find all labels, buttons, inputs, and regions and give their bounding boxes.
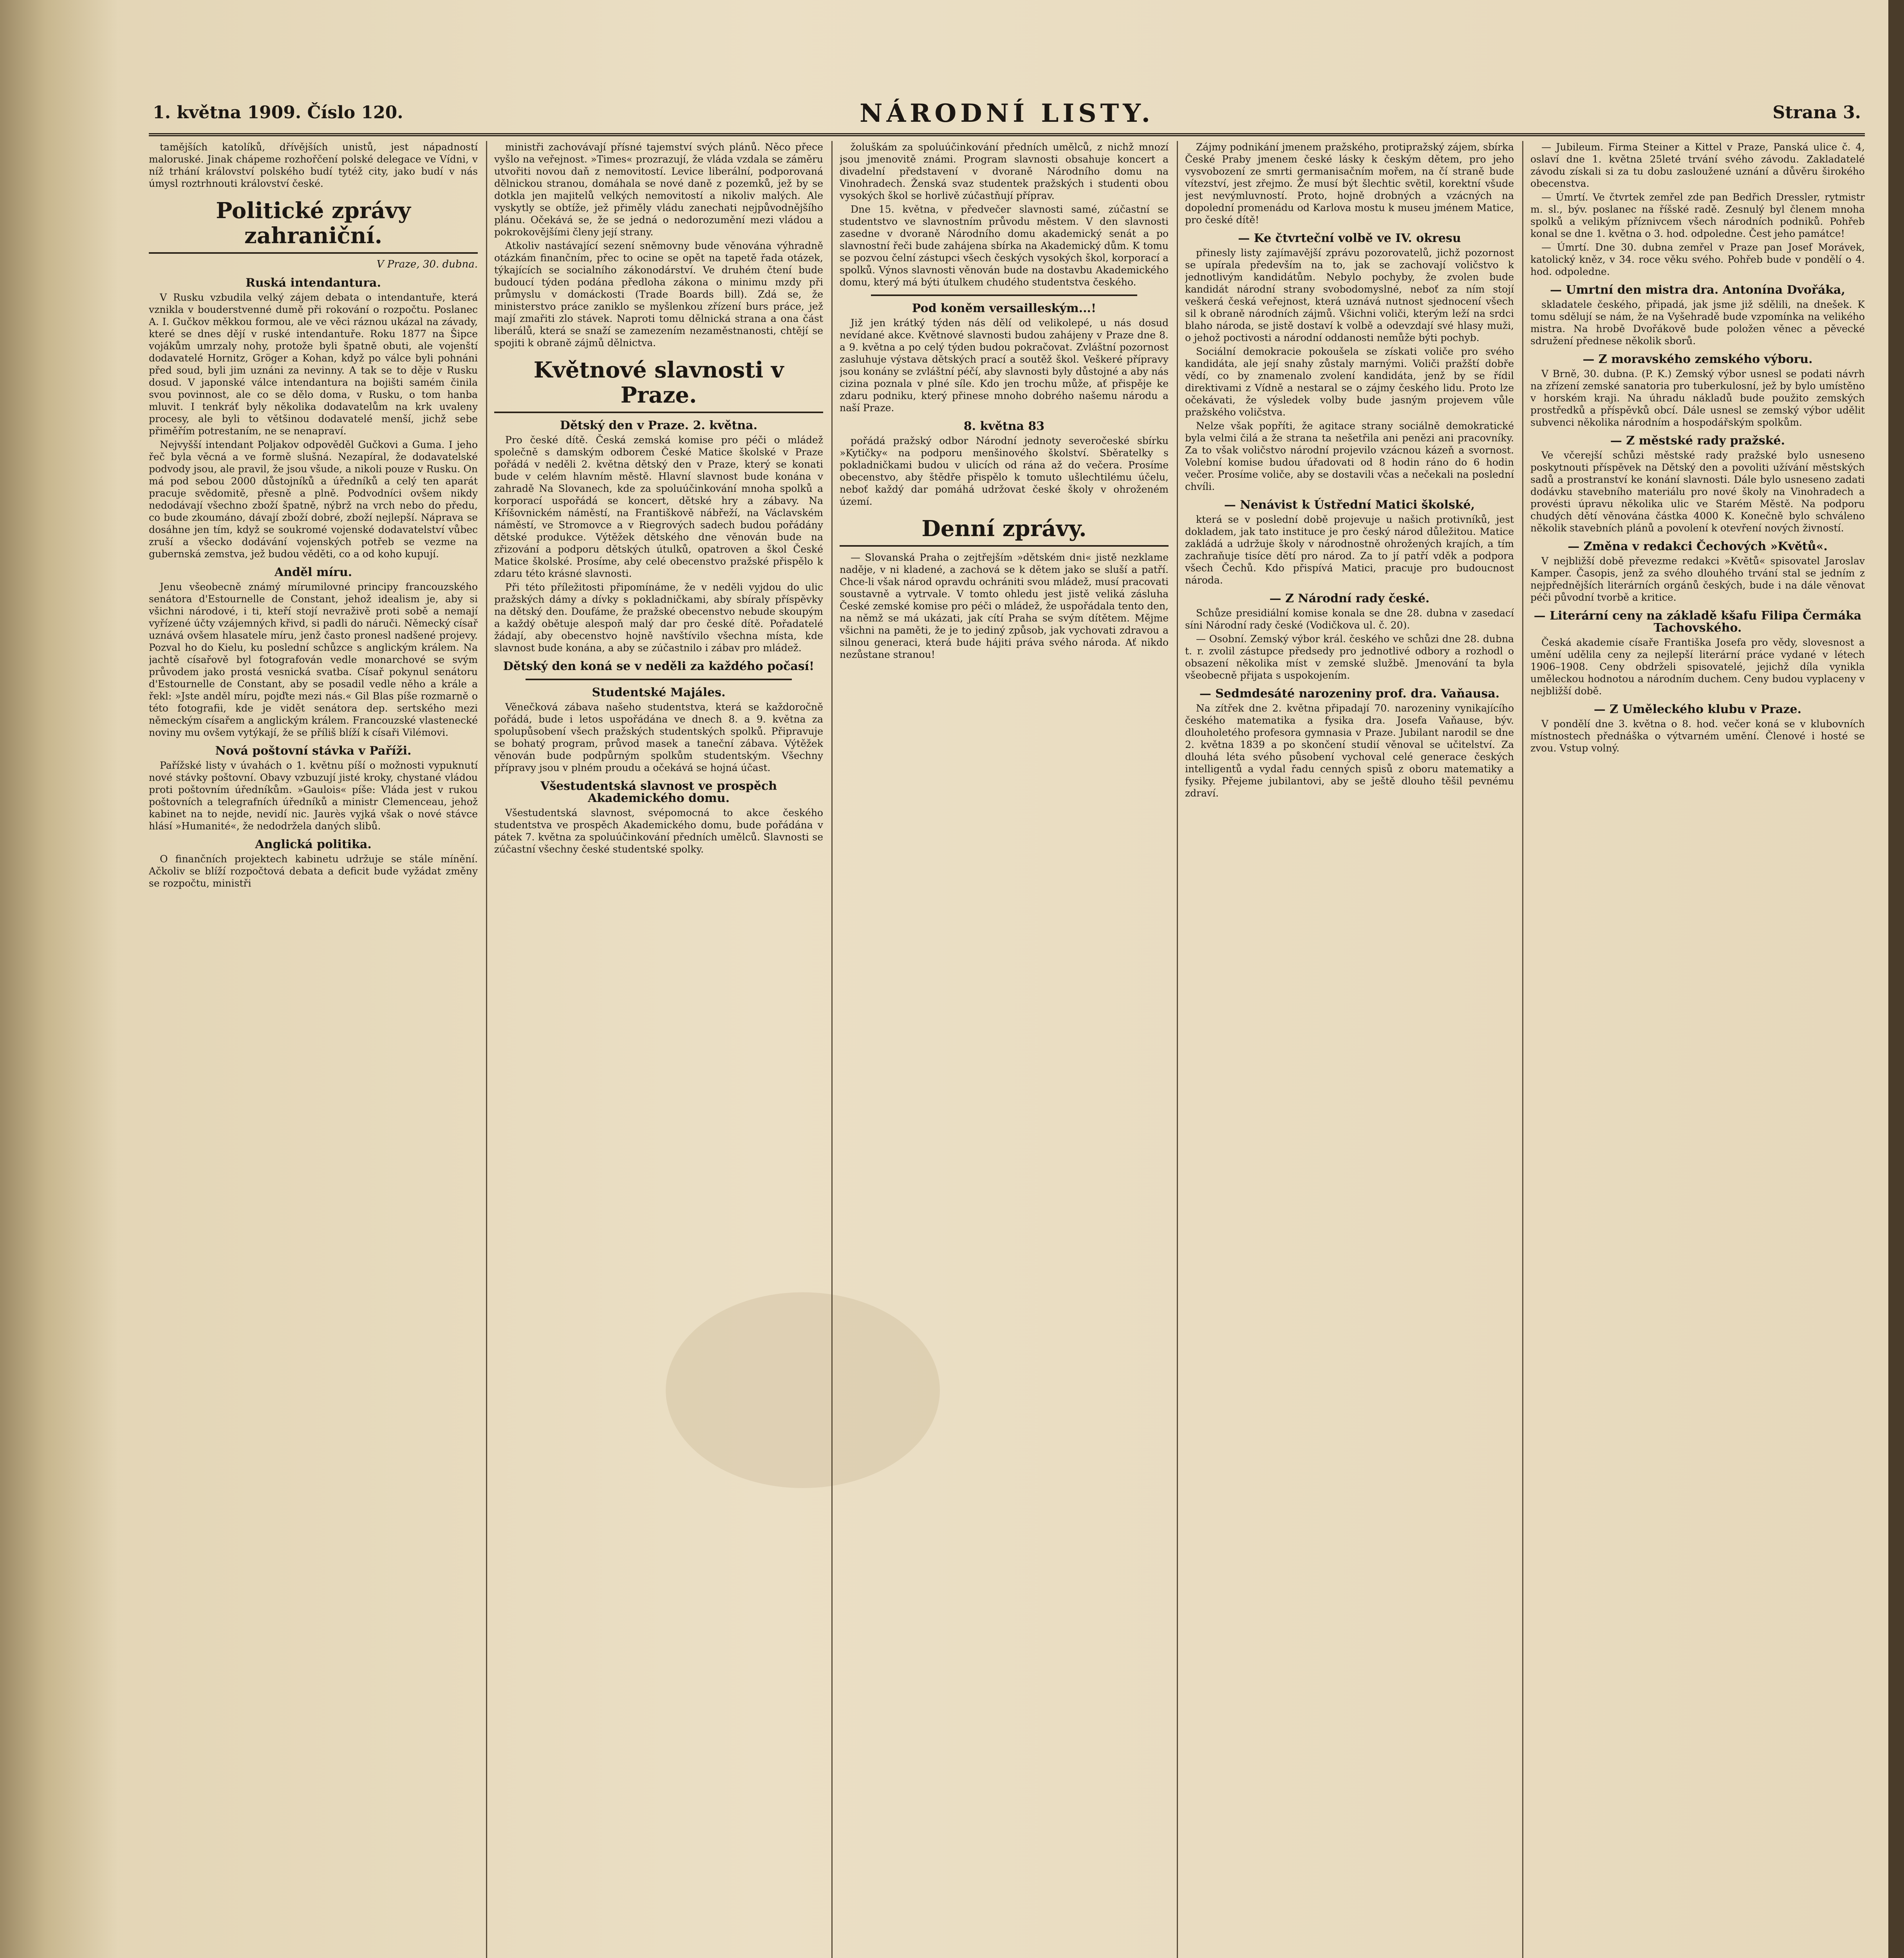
- article-title: — Umrtní den mistra dra. Antonína Dvořáka,: [1550, 283, 1845, 297]
- article-paragraph: V pondělí dne 3. května o 8. hod. večer koná se v klubovních místnostech přednáška o výtvarném umění. Členové i hosté se zvou. Vstup volný.: [1530, 718, 1865, 754]
- article-paragraph: — Jubileum. Firma Steiner a Kittel v Praze, Panská ulice č. 4, oslaví dne 1. května 25leté trvání svého závodu. Zakladatelé závodu získali si za tu dobu zasloužené uznání a důvěru širokého obecenstva.: [1530, 141, 1865, 189]
- section-headline: Denní zprávy.: [840, 516, 1169, 547]
- article-title: Dětský den koná se v neděli za každého počasí!: [503, 659, 815, 673]
- article-paragraph: Pařížské listy v úvahách o 1. květnu píší o možnosti vypuknutí nové stávky poštovní. Obavy vzbuzují jisté kroky, chystané vládou proti poštovním úředníkům. »Gaulois« píše: Vláda jest v rukou poštovních a telegrafních úředníků a ministr Clemenceau, jehož kabinet na to nejde, nevidí nic. Jaurès vyjká však o nové stávce hlásí »Humanité«, že nedodržela daných slibů.: [149, 760, 478, 832]
- article-columns: [149, 141, 1865, 1958]
- article-paragraph: Již jen krátký týden nás dělí od velikolepé, u nás dosud nevídané akce. Květnové slavnosti budou zahájeny v Praze dne 8. a 9. května a po celý týden budou pokračovat. Zvláštní pozornost zasluhuje výstava dětských prací a soutěž škol. Veškeré přípravy jsou konány se zvláštní péčí, aby slavnosti byly důstojné a aby nás cizina poznala v plné síle. Kdo jen trochu může, ať přispěje ke zdaru podniku, který přinese mnoho dobrého našemu národu a naší Praze.: [840, 317, 1169, 414]
- article-title: 8. května 83: [963, 419, 1045, 433]
- dateline: V Praze, 30. dubna.: [376, 258, 478, 270]
- article-title: — Literární ceny na základě kšafu Filipa Čermáka Tachovského.: [1534, 609, 1862, 635]
- article-paragraph: V nejbližší době převezme redakci »Květů« spisovatel Jaroslav Kamper. Časopis, jenž za svého dlouhého trvání stal se jedním z nejpřednějších literárních orgánů českých, bude i na dále věnovat péči původní tvorbě a kritice.: [1530, 555, 1865, 603]
- divider: [871, 294, 1137, 296]
- page-number: Strana 3.: [1772, 103, 1861, 123]
- article-title: Nová poštovní stávka v Paříži.: [215, 744, 412, 758]
- article-paragraph: tamějších katolíků, dřívějších unistů, jest nápadností maloruské. Jinak chápeme rozhořčení polské delegace ve Vídni, v níž trhání království polského budí tytéž city, jako budí v nás úmysl roztrhnouti království české.: [149, 141, 478, 189]
- issue-date: 1. května 1909. Číslo 120.: [153, 103, 403, 123]
- article-paragraph: Zájmy podnikání jmenem pražského, protipražský zájem, sbírka České Praby jmenem české lásky k českým dětem, pro jeho vysvobození ze smrti germanisačním mořem, na čí straně bude vítezství, jest zřejmo. Že musí být šlechtic světil, korektní všude jest nevýmluvností. Proto, hojně drobných a vzácných na dopolední promenádu od Karlova mostu k museu jménem Matice, pro české dítě!: [1185, 141, 1514, 226]
- article-title: Dětský den v Praze. 2. května.: [560, 419, 758, 432]
- column-rule: [1177, 141, 1178, 1958]
- column-1: [149, 141, 478, 1958]
- article-paragraph: Pro české dítě. Česká zemská komise pro péči o mládež společně s damským odborem České Matice školské v Praze pořádá v neděli 2. května dětský den v Praze, který se konati bude v celém hlavním městě. Hlavní slavnost bude konána v zahradě Na Slovanech, kde za spoluúčinkování mnoha spolků a korporací uspořádá se koncert, dětské hry a zábavy. Na Kříšovnickém náměstí, na Františkově nábřeží, na Václavském náměstí, ve Stromovce a v Riegrových sadech budou pořádány dětské produkce. Výtěžek dětského dne věnován bude na zřizování a podporu dětských útulků, opatroven a škol České Matice školské. Prosíme, aby celé obecenstvo pražské přispělo k zdaru této krásné slavnosti.: [494, 434, 823, 579]
- article-paragraph: V Rusku vzbudila velký zájem debata o intendantuře, která vznikla v bouderstvenné dumě při rokování o rozpočtu. Poslanec A. I. Gučkov měkkou formou, ale ve věci ráznou ukázal na závady, které se dnes dějí v ruské intendantuře. Roku 1877 na Šipce vojákům umrzaly nohy, protože byli špatně obuti, ale vojenští dodavatelé Hornitz, Gröger a Kohan, když po válce byli pohnáni před soud, byli jim uznáni za nevinny. A tak se to děje v Rusku dosud. V japonské válce intendantura na bojišti samém činila svou povinnost, ale co se dělo doma, v Rusku, o tom hanba mluvit. I tenkráť byly několika dodavatelům na krk uvaleny procesy, ale byli to většinou dodavatelé menší, jichž sebe přiměřím potrestaním, ne se nenapraví.: [149, 292, 478, 437]
- article-paragraph: — Osobní. Zemský výbor král. českého ve schůzi dne 28. dubna t. r. zvolil zástupce předsedy pro jednotlivé odbory a rozhodl o obsazení několika míst v zemské službě. Jmenování ta byla všeobecně přijata s uspokojením.: [1185, 633, 1514, 681]
- article-title: — Změna v redakci Čechových »Květů«.: [1568, 540, 1828, 553]
- column-rule: [831, 141, 833, 1958]
- article-paragraph: přinesly listy zajímavější zprávu pozorovatelů, jichž pozornost se upírala především na to, jak se zachovají voličstvo k jednotlivým kandidátům. Nebylo pochyby, že zvolen bude kandidát národní strany svobodomyslné, neboť za ním stojí veškerá česká veřejnost, která uznává nutnost sjednocení všech sil k obraně národních zájmů. Všichni voliči, kterým leží na srdci blaho národa, se jistě dostaví k volbě a odevzdají své hlasy muži, o jehož poctivosti a národní oddanosti nemůže býti pochyb.: [1185, 247, 1514, 343]
- article-paragraph: Dne 15. května, v předvečer slavnosti samé, zúčastní se studentstvo ve slavnostním průvodu městem. V den slavnosti zasedne v dvoraně Národního domu akademický senát a po slavnostní řeči bude zahájena sbírka na Akademický dům. K tomu se pozvou čelní zástupci všech českých vysokých škol, korporací a spolků. Výnos slavnosti věnován bude na dostavbu Akademického domu, který má býti útulkem chudého studentstva českého.: [840, 204, 1169, 288]
- article-title: — Ke čtvrteční volbě ve IV. okresu: [1238, 231, 1461, 245]
- article-paragraph: Atkoliv nastávající sezení sněmovny bude věnována výhradně otázkám finančním, přec to ocine se opět na tapetě řada otázek, týkajících se socialního zákonodárství. Ve druhém čtení bude budoucí týden podána předloha zákona o minimu mzdy při průmyslu v domáckosti (Trade Boards bill). Zdá se, že ministerstvo práce zaniklo se myšlenkou zřízení burs práce, jež mají zmařiti zlo stávek. Naproti tomu dělnická strana a ona část liberálů, která se snaží se zamezením nezaměstnanosti, chtějí se spojiti k obraně zájmů dělnictva.: [494, 240, 823, 349]
- article-title: Pod koněm versailleským...!: [912, 302, 1097, 315]
- column-3: [840, 141, 1169, 1958]
- article-paragraph: ministři zachovávají přísné tajemství svých plánů. Něco přece vyšlo na veřejnost. »Times« prozrazují, že vláda vzdala se záměru utvořiti novou daň z nemovitostí. Levice liberální, podporovaná dělnickou stranou, domáhala se nové daně z pozemků, jež by se dotkla jen majitelů velkých nemovitostí a nikoliv malých. Ale vyskytly se obtíže, jež přiměly vládu zanechati nejpůvodnějšího plánu. Očekává se, že se jedná o nedorozumění mezi vládou a pokrokovějšími členy její strany.: [494, 141, 823, 238]
- article-title: Všestudentská slavnost ve prospěch Akademického domu.: [540, 779, 777, 805]
- article-paragraph: která se v poslední době projevuje u našich protivníků, jest dokladem, jak tato instituce je pro český národ důležitou. Matice zakládá a udržuje školy v národnostně ohrožených krajích, a tím zachraňuje tisíce dětí pro národ. Za to jí patří vděk a podpora všech Čechů. Kdo přispívá Matici, pracuje pro budoucnost národa.: [1185, 514, 1514, 586]
- article-paragraph: Všestudentská slavnost, svépomocná to akce českého studentstva ve prospěch Akademického domu, bude pořádána v pátek 7. května za spoluúčinkování předních umělců. Slavnosti se zúčastní všechny české studentské spolky.: [494, 807, 823, 855]
- column-rule: [1522, 141, 1523, 1958]
- column-5: [1530, 141, 1865, 1958]
- article-title: — Nenávist k Ústřední Matici školské,: [1224, 498, 1475, 512]
- article-paragraph: Ve včerejší schůzi městské rady pražské bylo usneseno poskytnouti příspěvek na Dětský den a povoliti užívání městských sadů a prostranství ke konání slavnosti. Dále bylo usneseno zadati dodávku stavebního materiálu pro nové školy na Vinohradech a provésti úpravu několika ulic ve Starém Městě. Na podporu chudých dětí věnována částka 4000 K. Konečně bylo schváleno několik stavebních plánů a povolení k otevření nových živností.: [1530, 450, 1865, 534]
- binding-shadow: [0, 0, 117, 1958]
- article-paragraph: Schůze presidiální komise konala se dne 28. dubna v zasedací síni Národní rady české (Vodičkova ul. č. 20).: [1185, 607, 1514, 631]
- article-paragraph: Věnečková zábava našeho studentstva, která se každoročně pořádá, bude i letos uspořádána ve dnech 8. a 9. května za spolupůsobení všech pražských studentských spolků. Připravuje se bohatý program, průvod masek a taneční zábava. Výtěžek věnován bude podpůrným spolkům studentským. Všechny přípravy jsou v plném proudu a očekává se hojná účast.: [494, 701, 823, 773]
- column-4: [1185, 141, 1514, 1958]
- article-title: — Sedmdesáté narozeniny prof. dra. Vaňausa.: [1199, 687, 1500, 701]
- article-title: — Z městské rady pražské.: [1610, 434, 1785, 448]
- article-title: Studentské Majáles.: [592, 686, 726, 699]
- article-title: Anděl míru.: [274, 565, 352, 579]
- masthead: NÁRODNÍ LISTY.: [860, 99, 1154, 128]
- article-paragraph: Česká akademie císaře Františka Josefa pro vědy, slovesnost a umění udělila ceny za nejlepší literární práce vydané v létech 1906–1908. Ceny obdrželi spisovatelé, jejichž díla vynikla uměleckou hodnotou a národním duchem. Ceny budou vyplaceny v nejbližší době.: [1530, 637, 1865, 697]
- section-headline: Květnové slavnosti v Praze.: [494, 358, 823, 413]
- article-paragraph: Na zítřek dne 2. května připadají 70. narozeniny vynikajícího českého matematika a fysika dra. Josefa Vaňause, býv. dlouholetého profesora gymnasia v Praze. Jubilant narodil se dne 2. května 1839 a po skončení studií věnoval se učitelství. Za dlouhá léta svého působení vychoval celé generace českých intelligentů a vydal řadu cenných spisů z oboru matematiky a fysiky. Přejeme jubilantovi, aby se ještě dlouho těšil pevnému zdraví.: [1185, 703, 1514, 799]
- article-paragraph: O finančních projektech kabinetu udržuje se stále mínění. Ačkoliv se blíží rozpočtová debata a deficit bude vyžádat změny se rozpočtu, ministři: [149, 853, 478, 889]
- article-paragraph: žoluškám za spoluúčinkování předních umělců, z nichž mnozí jsou jmenovitě známi. Program slavnosti obsahuje koncert a divadelní představení v dvoraně Národního domu na Vinohradech. Ženská svaz studentek pražských i studenti obou vysokých škol se horlivě zúčastňují příprav.: [840, 141, 1169, 201]
- article-paragraph: pořádá pražský odbor Národní jednoty severočeské sbírku »Kytičky« na podporu menšinového školství. Sběratelky s pokladničkami budou v ulicích od rána až do večera. Prosíme obecenstvo, aby štědře přispělo k tomuto ušlechtilému účelu, neboť každý dar pomáhá udržovat české školy v ohroženém území.: [840, 435, 1169, 507]
- page-edge: [1888, 0, 1904, 1958]
- article-paragraph: — Úmrtí. Ve čtvrtek zemřel zde pan Bedřich Dressler, rytmistr m. sl., býv. poslanec na říšské radě. Zesnulý byl členem mnoha spolků a velikým příznivcem všech národních podniků. Pohřeb konal se dne 1. května o 3. hod. odpoledne. Čest jeho památce!: [1530, 191, 1865, 239]
- column-2: [494, 141, 823, 1958]
- article-paragraph: — Slovanská Praha o zejtřejším »dětském dni« jistě nezklame naděje, v ni kladené, a zachová se k dětem jako se sluší a patří. Chce-li však národ opravdu ochrániti svou mládež, musí pracovati soustavně a vytrvale. V tomto ohledu jest jistě veliká zásluha České zemské komise pro péči o mládež, že uspořádala tento den, na němž se má ukázati, jak cítí Praha se svým dítětem. Mějme všichni na paměti, že je to jediný způsob, jak vychovati zdravou a silnou generaci, která bude hájiti práva svého národa. Ať nikdo nezůstane stranou!: [840, 552, 1169, 660]
- article-paragraph: skladatele českého, připadá, jak jsme již sdělili, na dnešek. K tomu sdělují se nám, že na Vyšehradě bude vzpomínka na velikého mistra. Na hrobě Dvořákově bude položen věnec a pěvecké sdružení přednese několik sborů.: [1530, 299, 1865, 347]
- article-paragraph: Při této příležitosti připomínáme, že v neděli vyjdou do ulic pražských dámy a dívky s pokladničkami, aby sbíraly příspěvky na dětský den. Doufáme, že pražské obecenstvo nebude skoupým a každý obětuje alespoň malý dar pro české dítě. Pořadatelé žádají, aby obecenstvo hojně navštívilo všechna místa, kde slavnost bude konána, a aby se zúčastnilo i zábav pro mládež.: [494, 582, 823, 654]
- section-headline: Politické zprávy zahraniční.: [149, 198, 478, 254]
- article-paragraph: Sociální demokracie pokoušela se získati voliče pro svého kandidáta, ale její snahy zůstaly marnými. Voliči pražští dobře vědí, co by znamenalo zvolení kandidáta, jenž by se řídil direktivami z Vídně a nestaral se o zájmy českého lidu. Proto lze očekávati, že výsledek volby bude jasným projevem vůle pražského voličstva.: [1185, 346, 1514, 418]
- article-title: — Z moravského zemského výboru.: [1582, 352, 1813, 366]
- column-rule: [486, 141, 487, 1958]
- divider: [526, 679, 792, 680]
- page-header: [149, 98, 1865, 136]
- article-paragraph: Nejvyšší intendant Poljakov odpověděl Gučkovi a Guma. I jeho řeč byla věcná a ve formě slušná. Nezapíral, že dodavatelské podvody jsou, ale pravil, že jsou všude, a nikoli pouze v Rusku. On má pod sebou 2000 důstojníků a úředníků a celý ten aparát pracuje svědomitě, přesně a plně. Podvodníci ovšem nikdy nedodávají všechno zboží špatně, nýbrž na vrch nebo do předu, co bude zkoumáno, dávají zboží dobré, zboží nejlepší. Náprava se dosáhne jen tím, když se soukromé vojenské dodavatelství vůbec zruší a všecko dodávání vojenských potřeb se vezme na gubernská zemstva, jež budou věděti, co a od koho kupují.: [149, 439, 478, 560]
- article-paragraph: Nelze však popříti, že agitace strany sociálně demokratické byla velmi čilá a že strana ta nešetřila ani penězi ani pracovníky. Za to však voličstvo národní projevilo vzácnou kázeň a svornost. Volební komise budou úřadovati od 8 hodin ráno do 6 hodin večer. Prosíme voliče, aby se dostavili včas a nečekali na poslední chvíli.: [1185, 420, 1514, 492]
- article-title: Anglická politika.: [255, 838, 372, 851]
- article-title: — Z Uměleckého klubu v Praze.: [1593, 703, 1802, 716]
- article-title: Ruská intendantura.: [246, 276, 381, 290]
- article-paragraph: Jenu všeobecně známý mírumilovné principy francouzského senátora d'Estournelle de Constant, jehož idealism je, aby si všichni národové, i ti, kteří stojí nevraživě proti sobě a nemají vyřízené účty vzájemných křivd, si padli do náruči. Německý císař uznává ovšem hlasatele míru, jenž často pronesl nadšené projevy. Pozval ho do Kielu, ku poslední schůzce s anglickým králem. Na jachtě císařově byl fotografován vedle monarchové se svým průvodem jako prostá vesnická svatba. Císař pokynul senátoru d'Estournelle de Constant, aby se posadil vedle něho a krále a řekl: »Jste anděl míru, pojďte mezi nás.« Gil Blas píše rozmarně o této fotografii, kde je vidět senátora dep. sertského mezi německým císařem a anglickým králem. Francouzské vlastenecké noviny mu ovšem vytýkají, že se příliš blíží k císaři Vilémovi.: [149, 581, 478, 738]
- article-paragraph: — Úmrtí. Dne 30. dubna zemřel v Praze pan Josef Morávek, katolický kněz, v 34. roce věku svého. Pohřeb bude v pondělí o 4. hod. odpoledne.: [1530, 242, 1865, 277]
- article-paragraph: V Brně, 30. dubna. (P. K.) Zemský výbor usnesl se podati návrh na zřízení zemské sanatoria pro tuberkulosní, jež by bylo umístěno v horském kraji. Na úhradu nákladů bude použito zemských prostředků a příspěvků obcí. Dále usnesl se zemský výbor udělit subvenci několika národním a hospodářským spolkům.: [1530, 368, 1865, 428]
- article-title: — Z Národní rady české.: [1269, 592, 1430, 605]
